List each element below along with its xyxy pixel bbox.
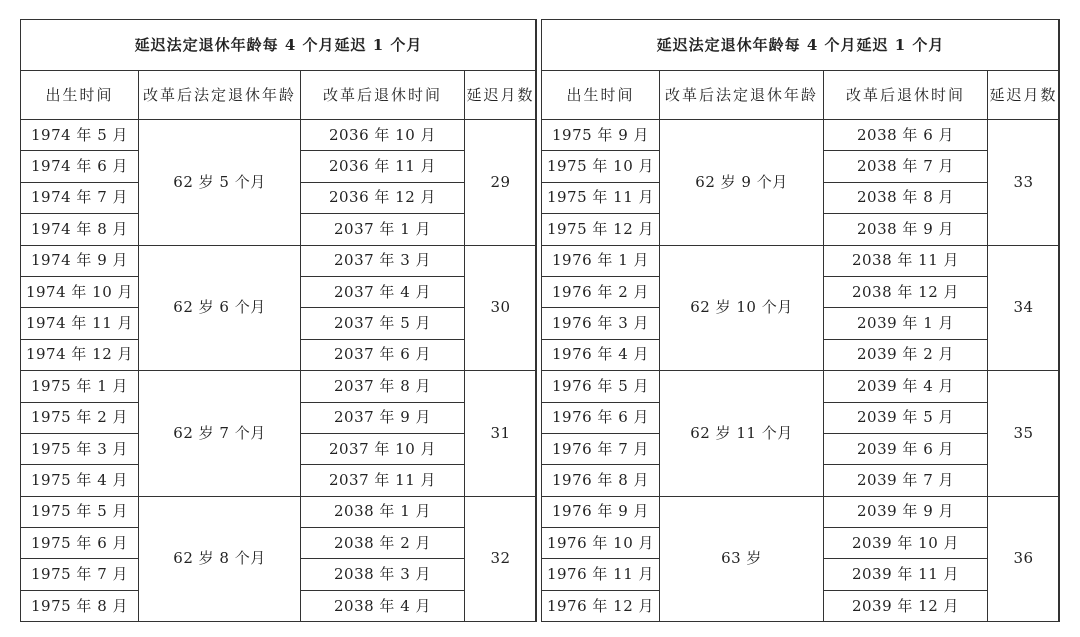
retirement-time-cell: 2039 年 7 月 <box>824 465 988 496</box>
delay-months-cell: 34 <box>988 245 1060 371</box>
birth-time-cell: 1975 年 9 月 <box>542 120 660 151</box>
retirement-time-cell: 2039 年 12 月 <box>824 590 988 621</box>
retirement-time-cell: 2038 年 9 月 <box>824 214 988 245</box>
retirement-time-cell: 2038 年 6 月 <box>824 120 988 151</box>
delay-months-cell: 33 <box>988 120 1060 246</box>
birth-time-cell: 1976 年 7 月 <box>542 433 660 464</box>
birth-time-cell: 1976 年 10 月 <box>542 528 660 559</box>
delay-months-cell: 30 <box>465 245 537 371</box>
retirement-time-cell: 2037 年 8 月 <box>301 371 465 402</box>
birth-time-cell: 1975 年 8 月 <box>21 590 139 621</box>
retirement-age-cell: 62 岁 7 个月 <box>139 371 301 497</box>
delay-months-cell: 31 <box>465 371 537 497</box>
delay-months-cell: 36 <box>988 496 1060 622</box>
table-row <box>542 371 1060 402</box>
birth-time-cell: 1976 年 11 月 <box>542 559 660 590</box>
retirement-time-cell: 2038 年 2 月 <box>301 528 465 559</box>
delay-months-cell: 35 <box>988 371 1060 497</box>
birth-time-cell: 1976 年 1 月 <box>542 245 660 276</box>
birth-time-cell: 1975 年 6 月 <box>21 528 139 559</box>
retirement-time-cell: 2039 年 4 月 <box>824 371 988 402</box>
table-row <box>21 496 537 527</box>
retirement-time-cell: 2037 年 4 月 <box>301 276 465 307</box>
header-delay-months: 延迟月数 <box>465 71 537 120</box>
retirement-time-cell: 2037 年 9 月 <box>301 402 465 433</box>
retirement-age-cell: 62 岁 8 个月 <box>139 496 301 622</box>
birth-time-cell: 1974 年 10 月 <box>21 276 139 307</box>
table-row <box>21 245 537 276</box>
birth-time-cell: 1975 年 11 月 <box>542 182 660 213</box>
birth-time-cell: 1975 年 10 月 <box>542 151 660 182</box>
retirement-time-cell: 2037 年 11 月 <box>301 465 465 496</box>
birth-time-cell: 1975 年 1 月 <box>21 371 139 402</box>
birth-time-cell: 1974 年 12 月 <box>21 339 139 370</box>
birth-time-cell: 1975 年 2 月 <box>21 402 139 433</box>
birth-time-cell: 1975 年 12 月 <box>542 214 660 245</box>
left-retirement-table <box>20 19 537 622</box>
retirement-time-cell: 2039 年 2 月 <box>824 339 988 370</box>
birth-time-cell: 1976 年 8 月 <box>542 465 660 496</box>
retirement-time-cell: 2036 年 11 月 <box>301 151 465 182</box>
retirement-age-cell: 63 岁 <box>660 496 824 622</box>
birth-time-cell: 1974 年 9 月 <box>21 245 139 276</box>
birth-time-cell: 1975 年 4 月 <box>21 465 139 496</box>
retirement-time-cell: 2036 年 12 月 <box>301 182 465 213</box>
table-row <box>542 120 1060 151</box>
header-retirement-time: 改革后退休时间 <box>301 71 465 120</box>
retirement-time-cell: 2037 年 3 月 <box>301 245 465 276</box>
birth-time-cell: 1975 年 3 月 <box>21 433 139 464</box>
retirement-time-cell: 2038 年 4 月 <box>301 590 465 621</box>
retirement-time-cell: 2037 年 1 月 <box>301 214 465 245</box>
retirement-age-cell: 62 岁 9 个月 <box>660 120 824 246</box>
birth-time-cell: 1974 年 8 月 <box>21 214 139 245</box>
retirement-time-cell: 2037 年 5 月 <box>301 308 465 339</box>
birth-time-cell: 1974 年 7 月 <box>21 182 139 213</box>
header-retirement-age: 改革后法定退休年龄 <box>139 71 301 120</box>
table-row <box>542 496 1060 527</box>
birth-time-cell: 1976 年 12 月 <box>542 590 660 621</box>
table-row <box>21 371 537 402</box>
birth-time-cell: 1976 年 6 月 <box>542 402 660 433</box>
header-delay-months: 延迟月数 <box>988 71 1060 120</box>
header-birth-time: 出生时间 <box>21 71 139 120</box>
birth-time-cell: 1975 年 5 月 <box>21 496 139 527</box>
birth-time-cell: 1974 年 6 月 <box>21 151 139 182</box>
retirement-age-cell: 62 岁 11 个月 <box>660 371 824 497</box>
birth-time-cell: 1976 年 9 月 <box>542 496 660 527</box>
retirement-time-cell: 2038 年 1 月 <box>301 496 465 527</box>
retirement-time-cell: 2038 年 8 月 <box>824 182 988 213</box>
delay-months-cell: 29 <box>465 120 537 246</box>
birth-time-cell: 1976 年 2 月 <box>542 276 660 307</box>
retirement-time-cell: 2039 年 6 月 <box>824 433 988 464</box>
retirement-time-cell: 2037 年 6 月 <box>301 339 465 370</box>
table-title: 延迟法定退休年龄每 4 个月延迟 1 个月 <box>542 20 1060 71</box>
retirement-time-cell: 2039 年 10 月 <box>824 528 988 559</box>
table-row <box>542 245 1060 276</box>
delay-months-cell: 32 <box>465 496 537 622</box>
birth-time-cell: 1976 年 3 月 <box>542 308 660 339</box>
table-row <box>21 120 537 151</box>
birth-time-cell: 1974 年 5 月 <box>21 120 139 151</box>
header-birth-time: 出生时间 <box>542 71 660 120</box>
retirement-time-cell: 2038 年 3 月 <box>301 559 465 590</box>
birth-time-cell: 1975 年 7 月 <box>21 559 139 590</box>
retirement-time-cell: 2036 年 10 月 <box>301 120 465 151</box>
retirement-age-cell: 62 岁 5 个月 <box>139 120 301 246</box>
header-retirement-age: 改革后法定退休年龄 <box>660 71 824 120</box>
header-retirement-time: 改革后退休时间 <box>824 71 988 120</box>
retirement-time-cell: 2039 年 9 月 <box>824 496 988 527</box>
retirement-time-cell: 2039 年 5 月 <box>824 402 988 433</box>
birth-time-cell: 1974 年 11 月 <box>21 308 139 339</box>
right-retirement-table <box>541 19 1060 622</box>
table-title: 延迟法定退休年龄每 4 个月延迟 1 个月 <box>21 20 537 71</box>
retirement-age-cell: 62 岁 10 个月 <box>660 245 824 371</box>
retirement-time-cell: 2039 年 11 月 <box>824 559 988 590</box>
retirement-time-cell: 2038 年 12 月 <box>824 276 988 307</box>
retirement-time-cell: 2038 年 11 月 <box>824 245 988 276</box>
retirement-time-cell: 2037 年 10 月 <box>301 433 465 464</box>
retirement-age-cell: 62 岁 6 个月 <box>139 245 301 371</box>
retirement-time-cell: 2038 年 7 月 <box>824 151 988 182</box>
retirement-time-cell: 2039 年 1 月 <box>824 308 988 339</box>
birth-time-cell: 1976 年 5 月 <box>542 371 660 402</box>
birth-time-cell: 1976 年 4 月 <box>542 339 660 370</box>
